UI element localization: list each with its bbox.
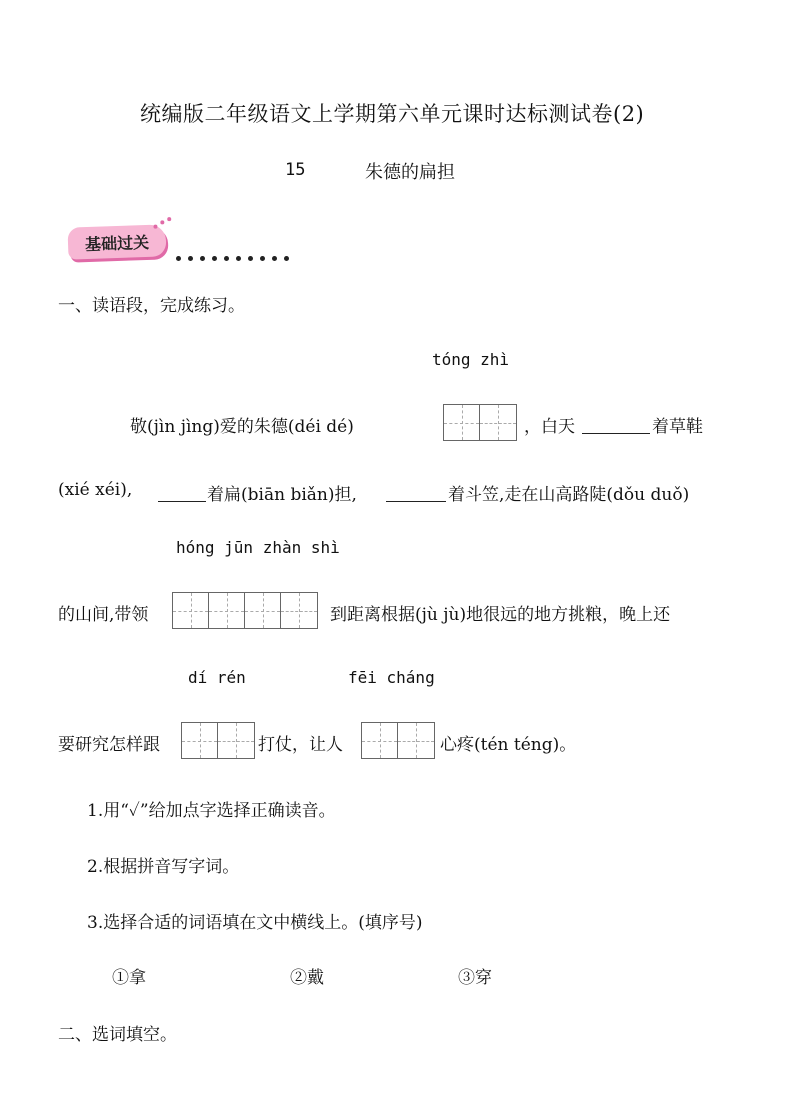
question-2: 2.根据拼音写字词。 bbox=[87, 857, 240, 877]
question-1: 1.用“✓”给加点字选择正确读音。 bbox=[87, 801, 336, 821]
option-2: ②戴 bbox=[290, 968, 324, 988]
blank-2[interactable] bbox=[158, 500, 206, 502]
pinyin-diren: dí rén bbox=[188, 668, 246, 687]
section2-heading: 二、选词填空。 bbox=[58, 1025, 177, 1045]
passage-line1-c: 着草鞋 bbox=[652, 417, 703, 437]
passage-line1-a: 敬(jìn jìng)爱的朱德(déi dé) bbox=[130, 417, 354, 437]
option-1: ①拿 bbox=[112, 968, 146, 988]
blank-3[interactable] bbox=[386, 500, 446, 502]
answer-grid-feichang[interactable] bbox=[361, 722, 435, 759]
passage-line3-b: 到距离根据(jù jù)地很远的地方挑粮，晚上还 bbox=[330, 605, 671, 625]
section1-heading: 一、读语段，完成练习。 bbox=[58, 296, 245, 316]
passage-line4-c: 心疼(tén téng)。 bbox=[440, 735, 577, 755]
option-3: ③穿 bbox=[458, 968, 492, 988]
lesson-name: 朱德的扁担 bbox=[365, 162, 455, 183]
passage-line2-b: 着扁(biān biǎn)担, bbox=[207, 485, 357, 505]
question-3: 3.选择合适的词语填在文中横线上。(填序号) bbox=[87, 913, 423, 933]
passage-line2-a: (xié xéi), bbox=[58, 480, 133, 500]
section-badge bbox=[67, 224, 166, 259]
passage-line3-a: 的山间,带领 bbox=[58, 605, 149, 625]
passage-line4-b: 打仗，让人 bbox=[258, 735, 343, 755]
pinyin-feichang: fēi cháng bbox=[348, 668, 435, 687]
answer-grid-tongzhi[interactable] bbox=[443, 404, 517, 441]
page-title: 统编版二年级语文上学期第六单元课时达标测试卷(2) bbox=[140, 102, 645, 126]
passage-line2-c: 着斗笠,走在山高路陡(dǒu duǒ) bbox=[448, 485, 690, 505]
pinyin-hongjun: hóng jūn zhàn shì bbox=[176, 538, 340, 557]
blank-1[interactable] bbox=[582, 432, 650, 434]
passage-line1-b: ，白天 bbox=[524, 417, 575, 437]
passage-line4-a: 要研究怎样跟 bbox=[58, 735, 160, 755]
lesson-number: 15 bbox=[285, 160, 306, 180]
badge-label: 基础过关 bbox=[84, 232, 150, 255]
answer-grid-hongjun[interactable] bbox=[172, 592, 318, 629]
answer-grid-diren[interactable] bbox=[181, 722, 255, 759]
pinyin-tongzhi: tóng zhì bbox=[432, 350, 510, 369]
sparkle-icon bbox=[151, 216, 173, 231]
dotted-divider bbox=[176, 246, 296, 256]
